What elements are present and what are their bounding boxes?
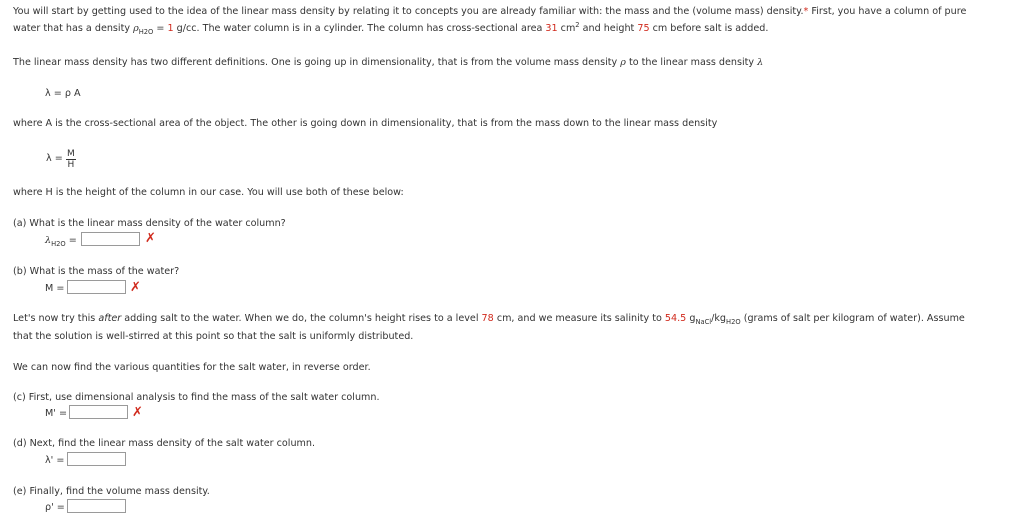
question-d-prompt: (d) Next, find the linear mass density of the salt water column. (13, 438, 316, 449)
equation-lambda-lhs: λ = (46, 153, 63, 164)
area-value: 31 (545, 23, 558, 34)
emphasis-after: after (98, 313, 122, 324)
density-value: 1 (167, 23, 174, 34)
h2o-subscript: H2O (51, 239, 66, 248)
fraction-numerator: M (67, 149, 75, 159)
question-e-label: ρ' = (45, 502, 65, 513)
intro-line-1 (13, 6, 966, 17)
rho-symbol: ρ (620, 57, 626, 68)
answer-a-input[interactable] (81, 232, 140, 246)
equation-fraction (66, 149, 76, 170)
question-b-prompt: (b) What is the mass of the water? (13, 266, 180, 277)
salinity-value: 54.5 (664, 313, 687, 324)
nacl-subscript: NaCl (695, 317, 712, 326)
answer-e-input[interactable] (67, 499, 126, 513)
lambda-symbol: λ (757, 57, 764, 68)
salinity-unit: /kg (711, 313, 727, 324)
intro-text: and height (579, 23, 638, 34)
definitions-text: to the linear mass density (625, 57, 758, 68)
incorrect-icon: ✗ (130, 280, 141, 295)
rho-symbol: ρ (133, 23, 139, 34)
definitions-area-text: where A is the cross-sectional area of the object. The other is going down in dimensionality, that is from the mass down to the linear mass density (13, 118, 718, 129)
question-b-label: M = (45, 283, 65, 294)
salt-line-1 (13, 313, 965, 324)
definitions-height-text: where H is the height of the column in our case. You will use both of these below: (13, 187, 404, 198)
equation-lambda-rho-a: λ = ρ A (45, 88, 81, 99)
area-unit-exponent: 2 (575, 20, 580, 29)
fraction-denominator: H (67, 160, 75, 170)
question-c-label: M' = (45, 408, 68, 419)
salinity-unit: g (686, 313, 696, 324)
h2o-subscript: H2O (726, 317, 741, 326)
answer-b-input[interactable] (67, 280, 126, 294)
incorrect-icon: ✗ (132, 405, 143, 420)
intro-text: cm before salt is added. (649, 23, 769, 34)
h2o-subscript: H2O (138, 27, 154, 36)
height-value: 75 (637, 23, 650, 34)
answer-c-input[interactable] (69, 405, 128, 419)
equals: = (65, 235, 77, 246)
question-a-label (45, 235, 77, 246)
salt-reverse-order-text: We can now find the various quantities for the salt water, in reverse order. (13, 362, 371, 373)
intro-text: g/cc. The water column is in a cylinder. The column has cross-sectional area (173, 23, 546, 34)
answer-d-input[interactable] (67, 452, 126, 466)
level-value: 78 (481, 313, 494, 324)
salt-text: cm, and we measure its salinity to (493, 313, 665, 324)
intro-text: First, you have a column of pure (808, 6, 967, 17)
question-c-prompt: (c) First, use dimensional analysis to find the mass of the salt water column. (13, 392, 380, 403)
area-unit: cm (557, 23, 576, 34)
lambda-symbol: λ (45, 235, 52, 246)
question-e-prompt: (e) Finally, find the volume mass density. (13, 486, 210, 497)
salt-text: Let's now try this (13, 313, 99, 324)
question-a-prompt: (a) What is the linear mass density of the water column? (13, 218, 286, 229)
footnote-star: * (803, 6, 809, 17)
intro-line-2 (13, 20, 769, 36)
incorrect-icon: ✗ (145, 231, 156, 246)
salt-line-2: that the solution is well-stirred at this point so that the salt is uniformly distributed. (13, 331, 414, 342)
question-d-label: λ' = (45, 455, 65, 466)
definitions-intro (13, 57, 763, 68)
intro-text: You will start by getting used to the idea of the linear mass density by relating it to concepts you are already familiar with: the mass and the (volume mass) density. (13, 6, 804, 17)
intro-text: water that has a density (13, 23, 134, 34)
salt-text: adding salt to the water. When we do, the column's height rises to a level (121, 313, 482, 324)
definitions-text: The linear mass density has two different definitions. One is going up in dimensionality, that is from the volume mass density (13, 57, 621, 68)
salt-text: (grams of salt per kilogram of water). Assume (740, 313, 965, 324)
equals: = (153, 23, 168, 34)
